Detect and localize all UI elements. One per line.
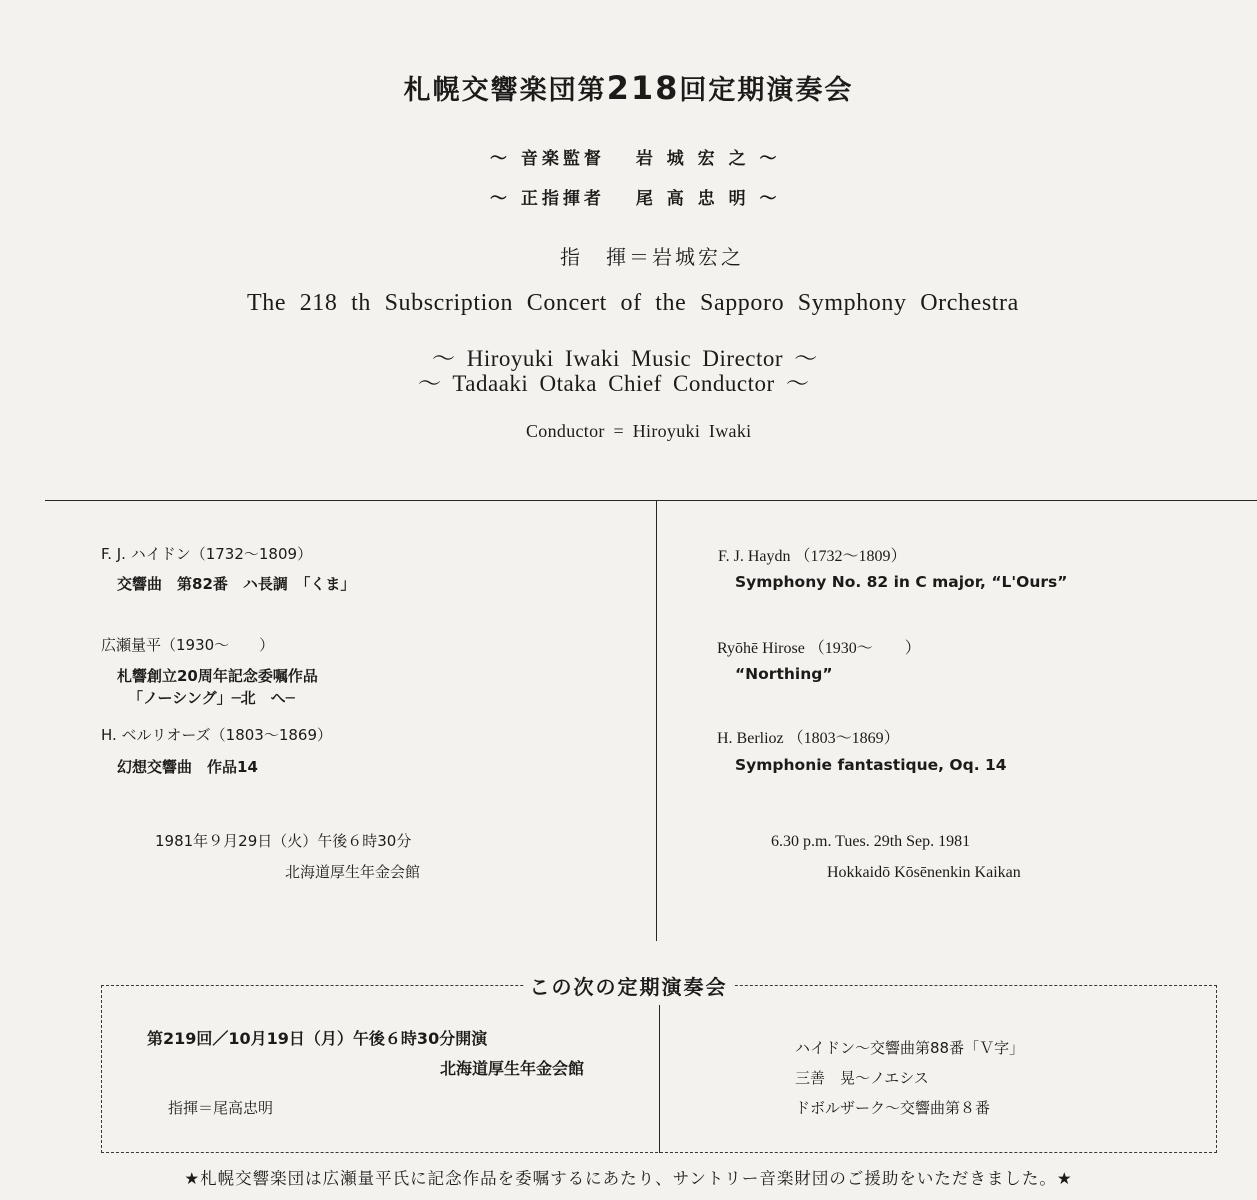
music-director-line: ～ 音楽監督 岩 城 宏 之 ～: [490, 149, 781, 169]
program-ja-date: 1981年９月29日（火）午後６時30分: [155, 832, 412, 850]
program-en-work-1: Symphony No. 82 in C major, “L'Ours”: [735, 573, 1068, 591]
program-ja-work-1: 交響曲 第82番 ハ長調 「くま」: [117, 575, 356, 593]
column-divider: [656, 501, 657, 941]
next-concert-title: [0, 971, 1257, 1000]
program-ja-venue: 北海道厚生年金会館: [285, 863, 421, 881]
footer-note: ★札幌交響楽団は広瀬量平氏に記念作品を委嘱するにあたり、サントリー音楽財団のご援助をいただきました。★: [184, 1169, 1073, 1188]
program-ja-work-note-2: 札響創立20周年記念委嘱作品: [117, 667, 318, 685]
program-ja-work-3: 幻想交響曲 作品14: [117, 758, 258, 776]
chief-conductor-line: ～ 正指揮者 尾 高 忠 明 ～: [490, 189, 781, 209]
program-en-composer-3: H. Berlioz （1803～1869）: [717, 730, 900, 747]
next-program-item-2: 三善 晃～ノエシス: [795, 1069, 929, 1087]
conductor-ja: 指 揮＝岩城宏之: [560, 245, 744, 269]
program-en-work-3: Symphonie fantastique, Oq. 14: [735, 756, 1007, 774]
next-program-item-1: ハイドン～交響曲第88番「Ｖ字」: [795, 1039, 1025, 1057]
title-number: 218: [606, 69, 680, 107]
program-en-date: 6.30 p.m. Tues. 29th Sep. 1981: [771, 833, 971, 850]
chief-conductor-en: ～ Tadaaki Otaka Chief Conductor ～: [418, 371, 810, 396]
title-pre: 札幌交響楽団第: [403, 75, 607, 106]
next-concert-title-text: この次の定期演奏会: [524, 975, 734, 999]
program-ja-composer-2: 広瀬量平（1930～ ）: [101, 636, 275, 654]
next-concert-venue: 北海道厚生年金会館: [440, 1059, 585, 1078]
program-en-composer-2: Ryōhē Hirose （1930～ ）: [717, 640, 921, 657]
conductor-en: Conductor = Hiroyuki Iwaki: [526, 421, 752, 441]
program-ja-composer-1: F. J. ハイドン（1732～1809）: [101, 545, 313, 563]
next-program-item-3: ドボルザーク～交響曲第８番: [795, 1099, 991, 1117]
page-title: [0, 68, 1257, 107]
program-ja-composer-3: H. ベルリオーズ（1803～1869）: [101, 726, 333, 744]
next-concert-conductor: 指揮＝尾高忠明: [168, 1099, 274, 1117]
title-post: 回定期演奏会: [679, 75, 854, 106]
title-en: The 218 th Subscription Concert of the Sapporo Symphony Orchestra: [247, 290, 1019, 316]
program-en-composer-1: F. J. Haydn （1732～1809）: [718, 548, 907, 565]
next-concert-divider: [659, 1005, 660, 1153]
horizontal-divider: [45, 500, 1257, 501]
music-director-en: ～ Hiroyuki Iwaki Music Director ～: [432, 346, 818, 371]
program-ja-work-2: 「ノーシング」─北 へ─: [128, 689, 295, 707]
program-en-work-2: “Northing”: [735, 665, 833, 683]
next-concert-schedule: 第219回／10月19日（月）午後６時30分開演: [147, 1029, 488, 1048]
program-en-venue: Hokkaidō Kōsēnenkin Kaikan: [827, 864, 1021, 881]
